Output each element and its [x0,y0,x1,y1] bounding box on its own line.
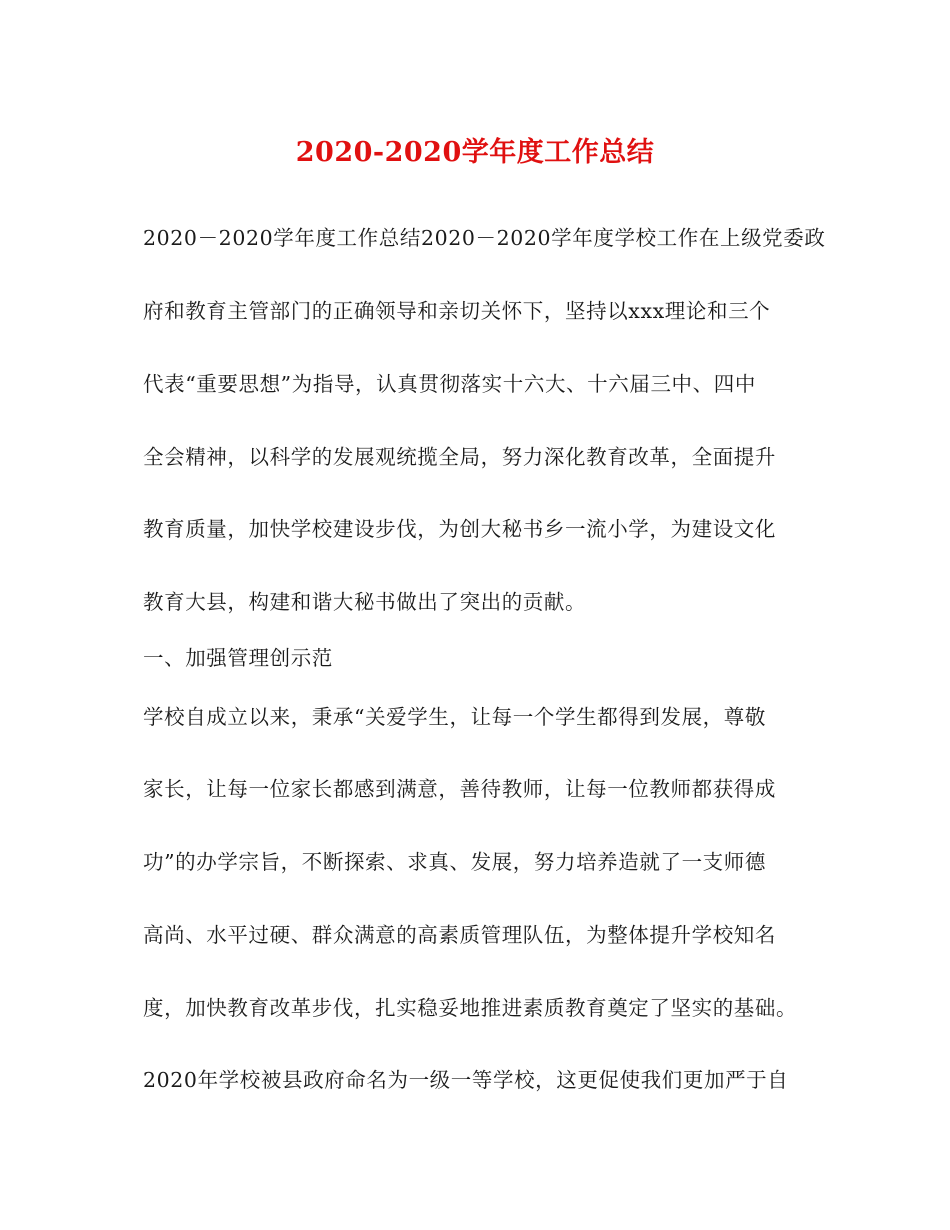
body-line: 2020－2020学年度工作总结2020－2020学年度学校工作在上级党委政 [143,226,826,250]
body-line: 学校自成立以来，秉承“关爱学生，让每一个学生都得到发展，尊敬 [143,705,766,729]
body-line: 功”的办学宗旨，不断探索、求真、发展，努力培养造就了一支师德 [143,850,766,874]
section-heading: 一、加强管理创示范 [143,646,333,670]
body-line: 家长，让每一位家长都感到满意，善待教师，让每一位教师都获得成 [143,777,776,801]
body-line: 全会精神，以科学的发展观统揽全局，努力深化教育改革，全面提升 [143,445,776,469]
body-line: 高尚、水平过硬、群众满意的高素质管理队伍，为整体提升学校知名 [143,923,776,947]
body-line: 教育大县，构建和谐大秘书做出了突出的贡献。 [143,590,587,614]
body-line: 2020年学校被县政府命名为一级一等学校，这更促使我们更加严于自 [143,1068,789,1092]
body-line: 教育质量，加快学校建设步伐，为创大秘书乡一流小学，为建设文化 [143,517,776,541]
document-title: 2020-2020学年度工作总结 [295,137,655,168]
body-line: 度，加快教育改革步伐，扎实稳妥地推进素质教育奠定了坚实的基础。 [143,996,798,1020]
body-line: 府和教育主管部门的正确领导和亲切关怀下，坚持以xxx理论和三个 [143,299,771,323]
body-line: 代表“重要思想”为指导，认真贯彻落实十六大、十六届三中、四中 [143,372,756,396]
